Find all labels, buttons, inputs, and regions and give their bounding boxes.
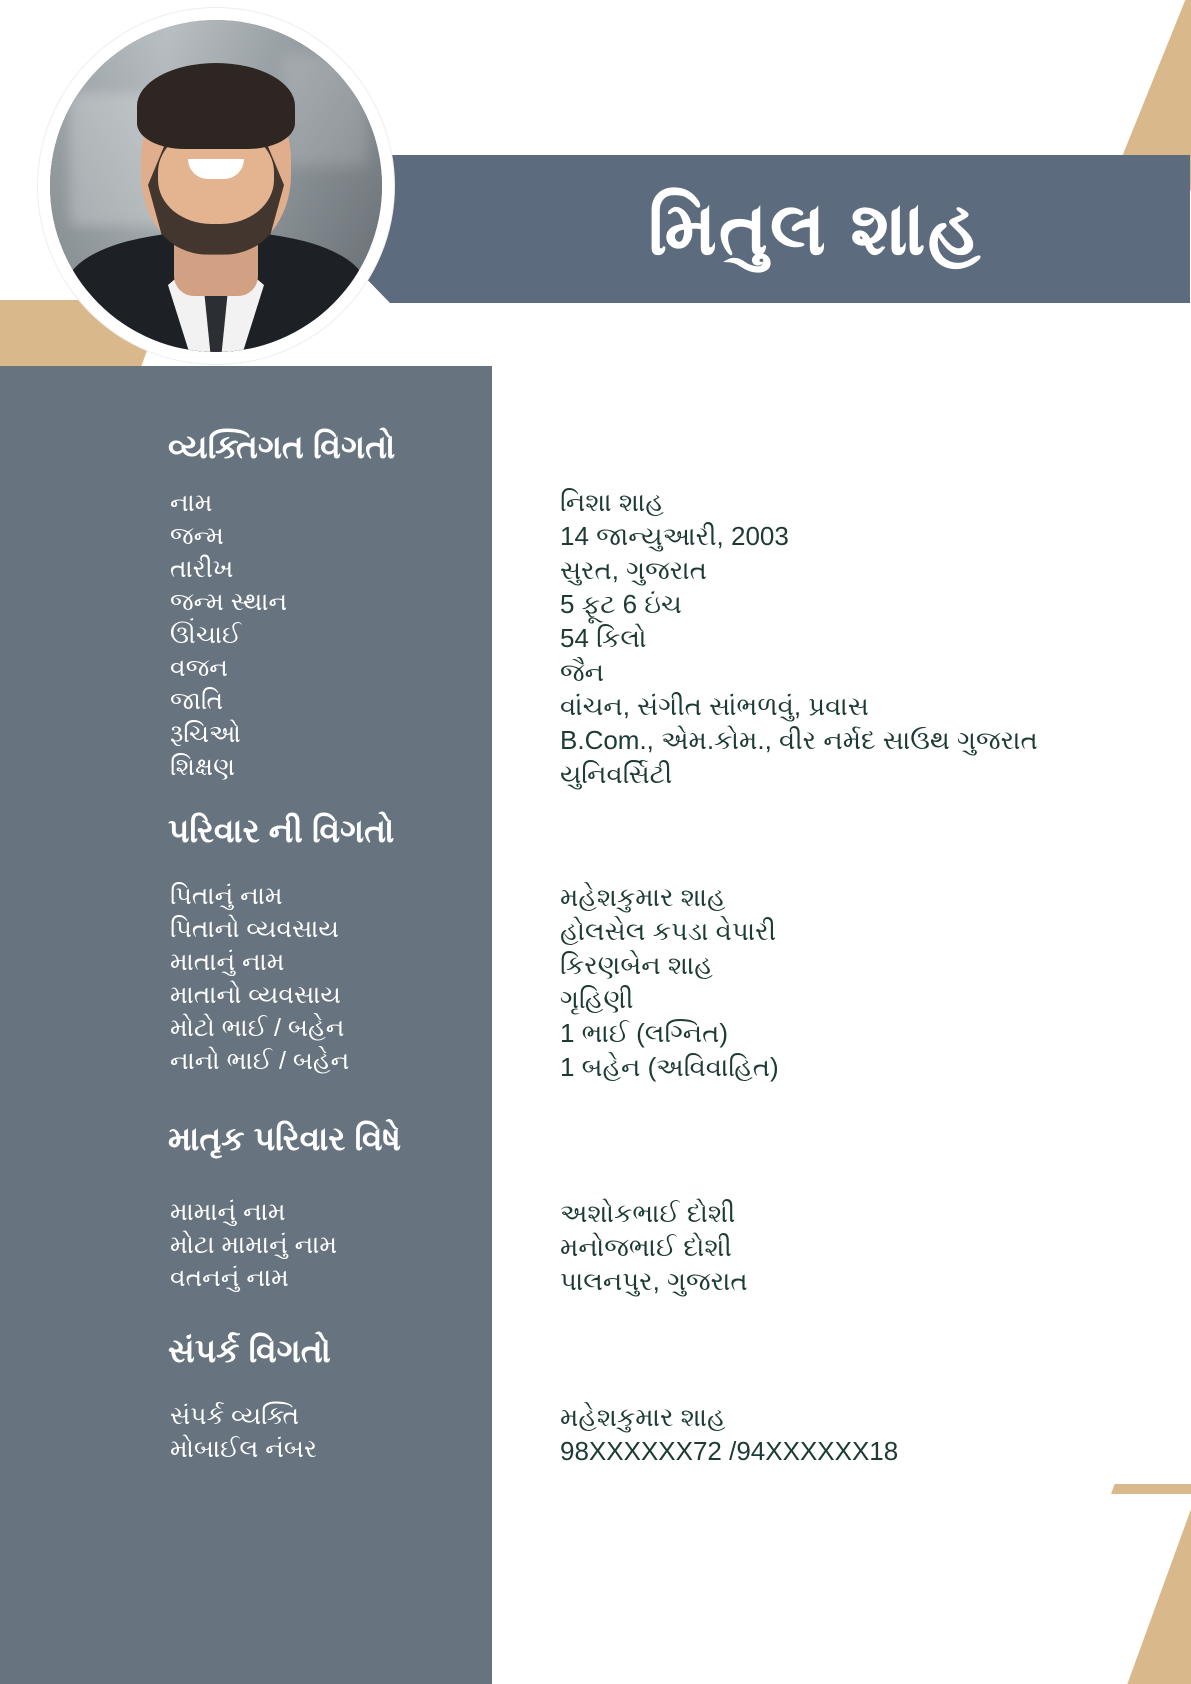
- value-item: 1 બહેન (અવિવાહિત): [560, 1052, 779, 1082]
- label-list-contact: [170, 1400, 317, 1466]
- value-item: 14 જાન્યુઆરી, 2003: [560, 521, 789, 551]
- section-title-family: પરિવાર ની વિગતો: [168, 812, 395, 849]
- label-item: નાનો ભાઈ / બહેન: [170, 1047, 350, 1075]
- label-item: વતનનું નામ: [170, 1264, 289, 1292]
- value-item: મહેશકુમાર શાહ: [560, 1402, 726, 1432]
- label-item: સંપર્ક વ્યક્તિ: [170, 1402, 300, 1430]
- value-item: નિશા શાહ: [560, 487, 664, 517]
- value-list-family: [560, 880, 779, 1084]
- value-item: 1 ભાઈ (લગ્નિત): [560, 1018, 729, 1048]
- label-item: મામાનું નામ: [170, 1198, 286, 1226]
- label-item: પિતાનો વ્યવસાય: [170, 915, 339, 943]
- value-item: મનોજભાઈ દોશી: [560, 1232, 732, 1262]
- section-title-maternal: માતૃક પરિવાર વિષે: [168, 1120, 402, 1157]
- label-item: શિક્ષણ: [170, 753, 235, 781]
- label-item: માતાનું નામ: [170, 948, 285, 976]
- value-item: સુરત, ગુજરાત: [560, 555, 707, 585]
- label-item: જન્મ: [170, 522, 224, 550]
- value-item: અશોકભાઈ દોશી: [560, 1198, 736, 1228]
- label-item: મોબાઈલ નંબર: [170, 1435, 317, 1463]
- value-item: પાલનપુર, ગુજરાત: [560, 1266, 748, 1296]
- name-banner: [390, 155, 1190, 303]
- label-item: નામ: [170, 489, 213, 517]
- label-item: મોટા મામાનું નામ: [170, 1231, 338, 1259]
- page-title: મિતુલ શાહ: [647, 186, 983, 270]
- label-list-maternal: [170, 1196, 337, 1295]
- label-item: રૂચિઓ: [170, 720, 241, 748]
- photo-hair: [137, 63, 295, 149]
- value-item: હોલસેલ કપડા વેપારી: [560, 916, 776, 946]
- value-item: જૈન: [560, 657, 604, 687]
- value-item: 54 કિલો: [560, 623, 647, 653]
- label-item: મોટો ભાઈ / બહેન: [170, 1014, 345, 1042]
- value-list-personal: [560, 485, 1080, 791]
- portrait-photo: [50, 20, 382, 352]
- label-item: ઊંચાઈ: [170, 621, 242, 649]
- label-item: વજન: [170, 654, 228, 682]
- value-item: 5 ફૂટ 6 ઇંચ: [560, 589, 682, 619]
- label-item: જન્મ સ્થાન: [170, 588, 288, 616]
- label-list-family: [170, 880, 349, 1078]
- photo-bokeh-right: [282, 53, 368, 166]
- label-item: પિતાનું નામ: [170, 882, 283, 910]
- value-item: કિરણબેન શાહ: [560, 950, 713, 980]
- value-item: 98XXXXXX72 /94XXXXXX18: [560, 1436, 899, 1466]
- value-list-maternal: [560, 1196, 748, 1298]
- value-item: ગૃહિણી: [560, 984, 634, 1014]
- value-item: B.Com., એમ.કોમ., વીર નર્મદ સાઉથ ગુજરાત યુનિવર્સિટી: [560, 725, 1038, 789]
- section-title-personal: વ્યક્તિગત વિગતો: [168, 428, 396, 465]
- label-list-personal: [170, 487, 287, 784]
- value-item: વાંચન, સંગીત સાંભળવું, પ્રવાસ: [560, 691, 869, 721]
- section-title-contact: સંપર્ક વિગતો: [168, 1332, 331, 1369]
- value-item: મહેશકુમાર શાહ: [560, 882, 726, 912]
- label-item: તારીખ: [170, 555, 234, 583]
- label-item: જાતિ: [170, 687, 224, 715]
- label-item: માતાનો વ્યવસાય: [170, 981, 341, 1009]
- value-list-contact: [560, 1400, 898, 1468]
- avatar: [38, 8, 394, 364]
